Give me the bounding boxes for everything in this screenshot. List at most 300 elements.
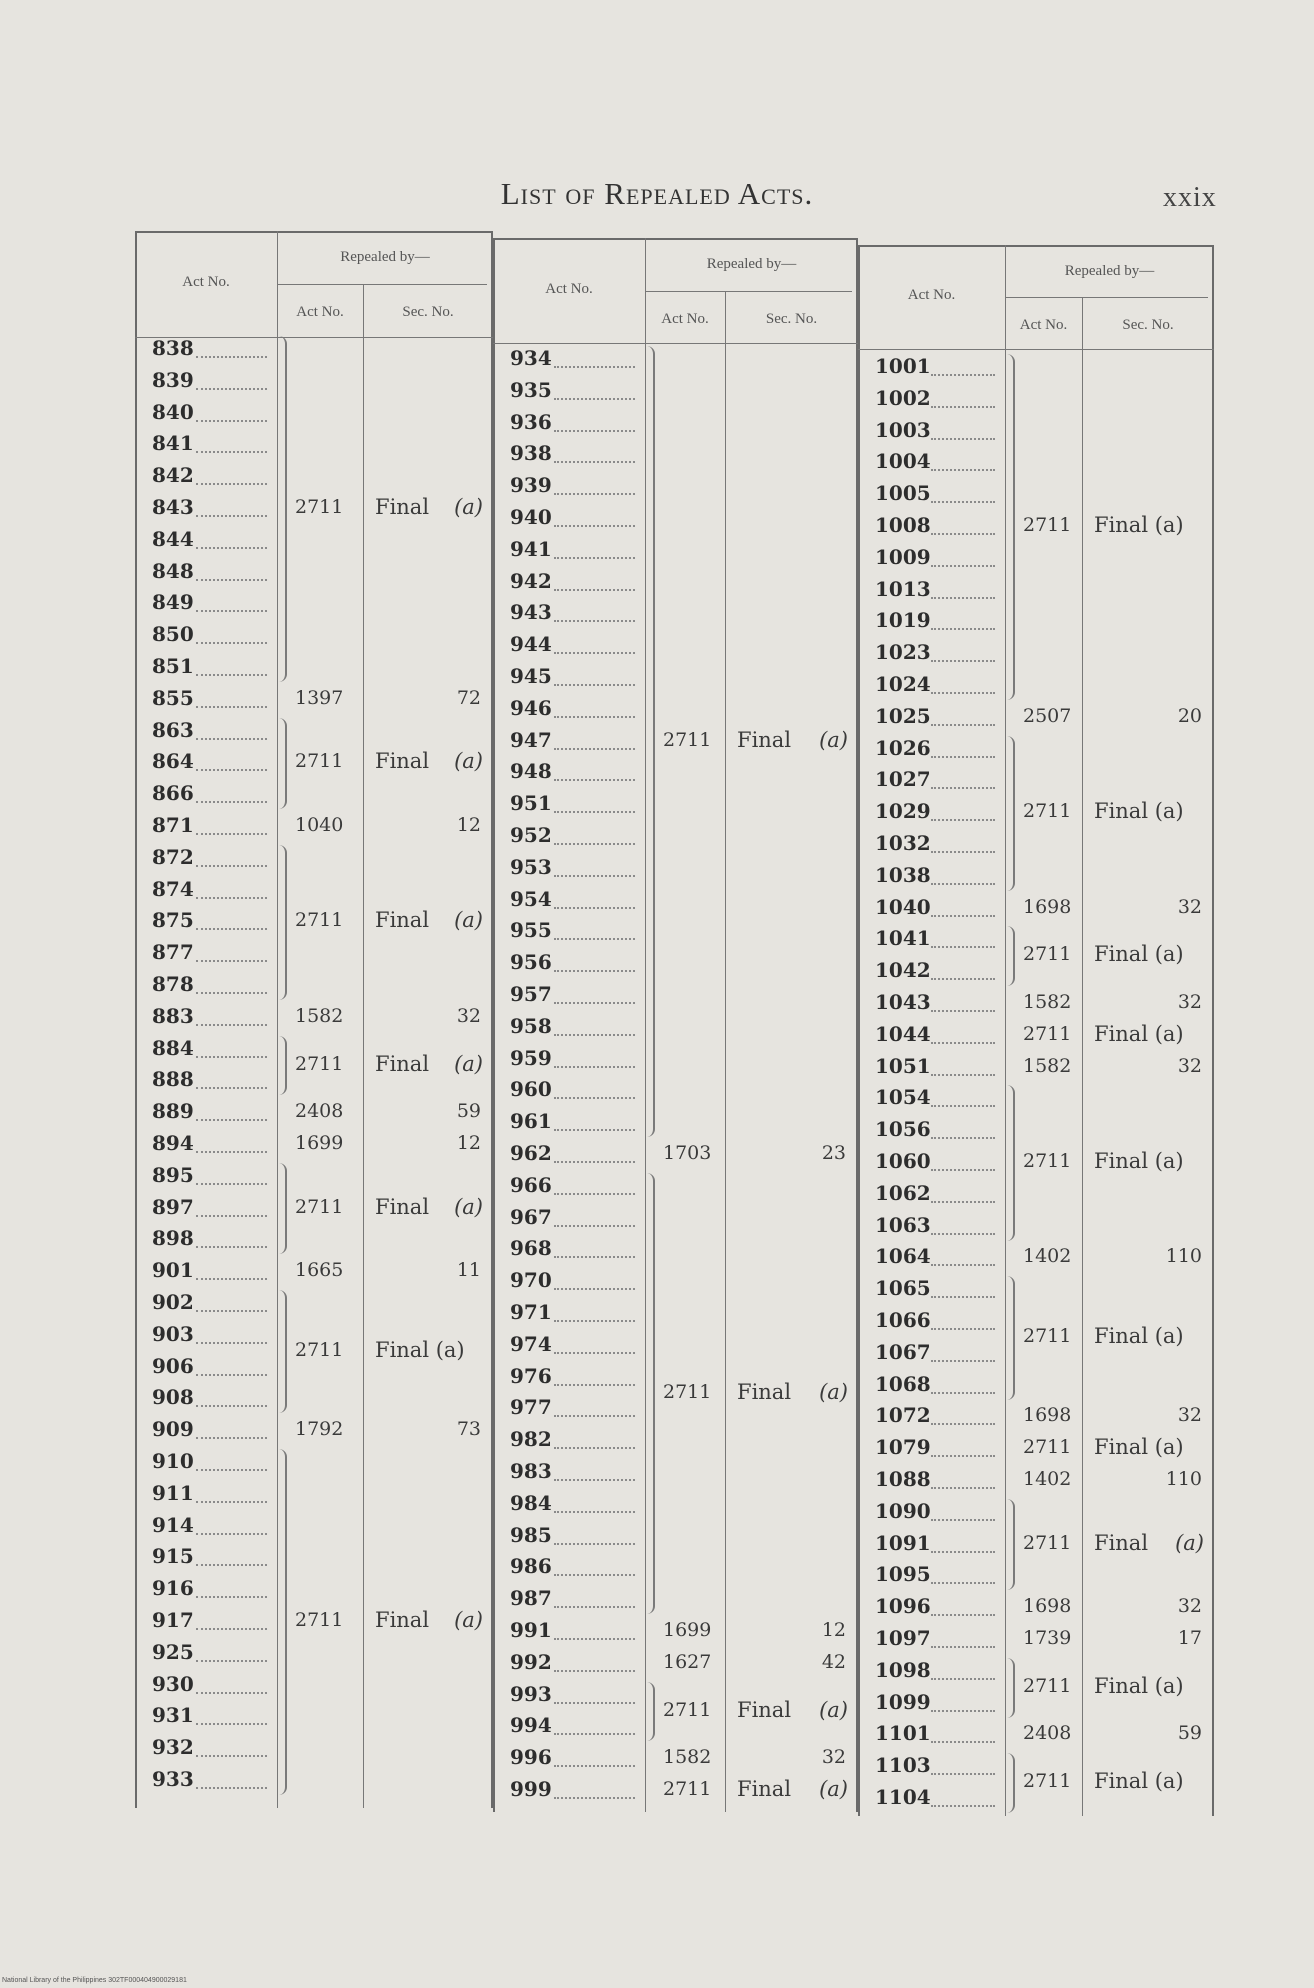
leader-dots: [196, 706, 267, 708]
repealing-act-number: 1665: [295, 1259, 344, 1282]
leader-dots: [196, 1310, 267, 1312]
leader-dots: [931, 501, 995, 503]
leader-dots: [554, 1797, 635, 1799]
act-number: 915: [152, 1544, 194, 1569]
act-number: 1097: [875, 1626, 931, 1650]
grouping-brace: [279, 336, 287, 682]
repealing-act-number: 1040: [295, 814, 344, 836]
leader-dots: [196, 1692, 267, 1694]
leader-dots: [196, 1437, 267, 1439]
section-final: Final (a): [1094, 1021, 1184, 1046]
leader-dots: [554, 366, 635, 368]
section-note: (a): [819, 1777, 848, 1801]
act-number: 1062: [875, 1180, 931, 1205]
repealing-act-number: 1739: [1023, 1627, 1072, 1649]
act-number: 871: [152, 813, 194, 837]
repealing-act-number: 2711: [295, 1195, 344, 1218]
act-number: 840: [152, 399, 194, 424]
act-number: 952: [510, 823, 552, 847]
grouping-brace: [279, 718, 287, 810]
leader-dots: [554, 1002, 635, 1004]
act-number: 960: [510, 1077, 552, 1102]
leader-dots: [554, 1733, 635, 1735]
act-number: 1029: [875, 799, 931, 824]
section-number: 32: [1177, 1595, 1202, 1618]
act-number: 914: [152, 1512, 194, 1537]
section-number: 32: [456, 1004, 481, 1027]
act-number: 1008: [875, 513, 931, 537]
act-number: 955: [510, 918, 552, 943]
act-number: 916: [152, 1576, 194, 1601]
section-final: Final (a): [1094, 513, 1184, 537]
leader-dots: [554, 907, 635, 909]
section-note: (a): [454, 908, 483, 933]
header-bottom-rule: [858, 349, 1214, 350]
section-final: Final: [375, 908, 430, 933]
leader-dots: [931, 1074, 995, 1076]
leader-dots: [554, 430, 635, 432]
leader-dots: [196, 1024, 267, 1026]
act-number: 872: [152, 844, 194, 869]
leader-dots: [196, 1564, 267, 1566]
leader-dots: [554, 652, 635, 654]
leader-dots: [196, 1787, 267, 1789]
act-number: 1004: [875, 449, 931, 474]
table-column-block: [858, 245, 1214, 1816]
grouping-brace: [1007, 736, 1015, 891]
column-rule: [363, 284, 364, 1808]
leader-dots: [196, 1278, 267, 1280]
act-number: 1090: [875, 1498, 931, 1523]
act-number: 943: [510, 600, 552, 625]
leader-dots: [196, 1183, 267, 1185]
leader-dots: [196, 420, 267, 422]
leader-dots: [931, 1010, 995, 1012]
act-number: 953: [510, 854, 552, 879]
section-number: 11: [456, 1259, 481, 1282]
act-number: 883: [152, 1003, 194, 1028]
act-number: 933: [152, 1767, 194, 1791]
act-number: 944: [510, 632, 552, 657]
act-number: 938: [510, 441, 552, 466]
column-rule: [725, 291, 726, 1813]
leader-dots: [931, 1042, 995, 1044]
grouping-brace: [647, 1682, 655, 1742]
leader-dots: [554, 1415, 635, 1417]
section-final: Final (a): [375, 1337, 465, 1362]
section-final: Final (a): [1094, 799, 1184, 824]
leader-dots: [931, 1678, 995, 1680]
act-number: 939: [510, 473, 552, 498]
leader-dots: [554, 1543, 635, 1545]
act-number: 884: [152, 1035, 194, 1060]
leader-dots: [196, 1405, 267, 1407]
act-number: 863: [152, 717, 194, 742]
leader-dots: [554, 493, 635, 495]
leader-dots: [196, 1087, 267, 1089]
repealing-act-number: 2711: [663, 1778, 712, 1800]
section-final: Final: [737, 1379, 792, 1404]
header-act-no: Act No.: [907, 287, 956, 303]
act-number: 894: [152, 1131, 194, 1155]
act-number: 996: [510, 1745, 552, 1770]
leader-dots: [196, 451, 267, 453]
repealing-act-number: 1582: [295, 1004, 344, 1027]
act-number: 841: [152, 431, 194, 456]
act-number: 957: [510, 982, 552, 1006]
leader-dots: [196, 1469, 267, 1471]
column-rule: [1005, 245, 1006, 1816]
repealing-act-number: 1698: [1023, 1595, 1072, 1618]
leader-dots: [554, 620, 635, 622]
section-note: (a): [454, 749, 483, 774]
repealing-act-number: 2711: [663, 1698, 712, 1721]
header-divider: [1005, 297, 1208, 298]
act-number: 1023: [875, 640, 931, 665]
act-number: 941: [510, 536, 552, 561]
grouping-brace: [1007, 354, 1015, 700]
leader-dots: [196, 674, 267, 676]
leader-dots: [196, 1660, 267, 1662]
leader-dots: [196, 897, 267, 899]
act-number: 864: [152, 749, 194, 774]
leader-dots: [931, 1455, 995, 1457]
repealing-act-number: 1627: [663, 1650, 712, 1673]
section-number: 12: [821, 1619, 846, 1641]
leader-dots: [196, 801, 267, 803]
leader-dots: [931, 692, 995, 694]
leader-dots: [196, 1628, 267, 1630]
repealing-act-number: 2711: [295, 1338, 344, 1361]
act-number: 1066: [875, 1308, 931, 1332]
act-number: 1096: [875, 1594, 931, 1619]
leader-dots: [931, 660, 995, 662]
act-number: 1025: [875, 703, 931, 728]
repealing-act-number: 2711: [1023, 1150, 1072, 1172]
leader-dots: [554, 1447, 635, 1449]
act-number: 1019: [875, 608, 931, 633]
leader-dots: [554, 779, 635, 781]
grouping-brace: [1007, 1276, 1015, 1399]
section-final: Final: [737, 1777, 792, 1801]
act-number: 1064: [875, 1244, 931, 1269]
leader-dots: [931, 756, 995, 758]
grouping-brace: [1007, 1499, 1015, 1591]
act-number: 999: [510, 1777, 552, 1801]
act-number: 908: [152, 1385, 194, 1410]
section-number: 17: [1177, 1627, 1202, 1649]
leader-dots: [196, 642, 267, 644]
library-footer: National Library of the Philippines 302TF000404900029181: [2, 1977, 187, 1984]
leader-dots: [554, 1225, 635, 1227]
act-number: 974: [510, 1331, 552, 1356]
act-number: 986: [510, 1554, 552, 1579]
leader-dots: [931, 915, 995, 917]
leader-dots: [931, 978, 995, 980]
act-number: 1032: [875, 831, 931, 855]
leader-dots: [554, 875, 635, 877]
leader-dots: [931, 1551, 995, 1553]
leader-dots: [931, 469, 995, 471]
leader-dots: [196, 1501, 267, 1503]
section-final: Final (a): [1094, 1769, 1184, 1794]
act-number: 906: [152, 1353, 194, 1378]
header-act-no: Act No.: [182, 274, 230, 290]
leader-dots: [931, 1296, 995, 1298]
act-number: 985: [510, 1522, 552, 1547]
header-divider: [645, 291, 852, 292]
leader-dots: [931, 787, 995, 789]
repealing-act-number: 2711: [663, 728, 712, 751]
act-number: 976: [510, 1363, 552, 1388]
header-repealed-by: Repealed by—: [706, 256, 797, 272]
header-sec-no: Sec. No.: [765, 310, 818, 327]
section-final: Final: [375, 749, 430, 774]
leader-dots: [554, 811, 635, 813]
section-final: Final (a): [1094, 1149, 1184, 1173]
repealing-act-number: 2711: [1023, 1531, 1072, 1554]
act-number: 897: [152, 1194, 194, 1219]
leader-dots: [196, 1533, 267, 1535]
leader-dots: [554, 1638, 635, 1640]
section-number: 12: [456, 814, 481, 836]
act-number: 911: [152, 1480, 194, 1505]
act-number: 977: [510, 1395, 552, 1420]
leader-dots: [196, 1246, 267, 1248]
act-number: 992: [510, 1649, 552, 1674]
repealing-act-number: 1582: [663, 1746, 712, 1769]
section-number: 32: [1177, 1054, 1202, 1077]
leader-dots: [554, 1066, 635, 1068]
section-final: Final (a): [1094, 1323, 1184, 1348]
section-final: Final (a): [1094, 1673, 1184, 1698]
leader-dots: [196, 738, 267, 740]
section-number: 32: [1177, 895, 1202, 918]
leader-dots: [931, 1105, 995, 1107]
grouping-brace: [279, 845, 287, 1000]
act-number: 1095: [875, 1562, 931, 1587]
grouping-brace: [279, 1449, 287, 1795]
leader-dots: [554, 1606, 635, 1608]
leader-dots: [931, 1169, 995, 1171]
leader-dots: [554, 1320, 635, 1322]
leader-dots: [554, 748, 635, 750]
grouping-brace: [1007, 926, 1015, 986]
act-number: 935: [510, 377, 552, 402]
act-number: 910: [152, 1449, 194, 1473]
act-number: 1024: [875, 672, 931, 696]
act-number: 874: [152, 876, 194, 901]
section-number: 110: [1165, 1468, 1202, 1490]
section-number: 32: [821, 1746, 846, 1769]
leader-dots: [196, 1374, 267, 1376]
repealing-act-number: 2711: [1023, 800, 1072, 823]
leader-dots: [931, 1423, 995, 1425]
leader-dots: [554, 684, 635, 686]
act-number: 1041: [875, 926, 931, 951]
column-rule: [277, 231, 278, 1808]
act-number: 1027: [875, 767, 931, 792]
section-number: 73: [456, 1418, 481, 1441]
repealing-act-number: 2711: [1023, 1022, 1072, 1045]
leader-dots: [554, 1479, 635, 1481]
leader-dots: [931, 438, 995, 440]
repealing-act-number: 2711: [295, 909, 344, 932]
act-number: 889: [152, 1099, 194, 1124]
repealing-act-number: 2711: [663, 1380, 712, 1403]
leader-dots: [196, 865, 267, 867]
act-number: 1101: [875, 1721, 931, 1746]
header-divider: [277, 284, 487, 285]
leader-dots: [196, 1151, 267, 1153]
section-note: (a): [819, 1379, 848, 1404]
column-rule: [645, 238, 646, 1812]
leader-dots: [931, 1582, 995, 1584]
act-number: 1088: [875, 1467, 931, 1491]
act-number: 1104: [875, 1785, 931, 1809]
repealing-act-number: 1402: [1023, 1468, 1072, 1490]
act-number: 842: [152, 463, 194, 488]
act-number: 1002: [875, 385, 931, 410]
grouping-brace: [279, 1290, 287, 1413]
leader-dots: [554, 1129, 635, 1131]
act-number: 936: [510, 409, 552, 434]
section-note: (a): [454, 495, 483, 519]
column-rule: [1082, 297, 1083, 1816]
act-number: 901: [152, 1258, 194, 1283]
leader-dots: [554, 1161, 635, 1163]
act-number: 1054: [875, 1085, 931, 1110]
act-number: 898: [152, 1226, 194, 1251]
act-number: 951: [510, 791, 552, 816]
leader-dots: [196, 1723, 267, 1725]
act-number: 838: [152, 336, 194, 360]
leader-dots: [931, 406, 995, 408]
act-number: 855: [152, 685, 194, 710]
repealing-act-number: 1402: [1023, 1245, 1072, 1268]
section-number: 32: [1177, 991, 1202, 1013]
section-note: (a): [819, 727, 848, 752]
repealing-act-number: 1698: [1023, 895, 1072, 918]
act-number: 1003: [875, 417, 931, 442]
act-number: 931: [152, 1703, 194, 1728]
leader-dots: [931, 819, 995, 821]
grouping-brace: [279, 1163, 287, 1255]
repealing-act-number: 1698: [1023, 1404, 1072, 1427]
leader-dots: [196, 579, 267, 581]
act-number: 1013: [875, 576, 931, 601]
leader-dots: [196, 1342, 267, 1344]
page-title: List of Repealed Acts.: [500, 176, 814, 211]
act-number: 970: [510, 1268, 552, 1293]
act-number: 844: [152, 526, 194, 551]
leader-dots: [931, 1392, 995, 1394]
section-final: Final: [375, 1608, 430, 1632]
act-number: 1091: [875, 1530, 931, 1555]
act-number: 971: [510, 1300, 552, 1324]
leader-dots: [931, 565, 995, 567]
leader-dots: [196, 992, 267, 994]
act-number: 866: [152, 781, 194, 806]
act-number: 982: [510, 1427, 552, 1452]
leader-dots: [196, 610, 267, 612]
leader-dots: [931, 374, 995, 376]
leader-dots: [196, 960, 267, 962]
section-final: Final: [1094, 1530, 1149, 1555]
header-sub-act-no: Act No.: [661, 310, 709, 327]
leader-dots: [554, 1574, 635, 1576]
leader-dots: [196, 1056, 267, 1058]
header-bottom-rule: [493, 343, 858, 344]
section-final: Final: [375, 1051, 430, 1076]
repealing-act-number: 2711: [295, 1609, 344, 1631]
header-sec-no: Sec. No.: [402, 304, 454, 320]
section-note: (a): [1175, 1530, 1204, 1555]
section-number: 72: [456, 686, 481, 709]
section-final: Final: [737, 1697, 792, 1722]
table-column-block: [135, 231, 493, 1808]
leader-dots: [554, 525, 635, 527]
section-note: (a): [454, 1051, 483, 1076]
repealing-act-number: 2711: [1023, 1674, 1072, 1697]
leader-dots: [196, 1215, 267, 1217]
header-sub-act-no: Act No.: [1019, 317, 1068, 333]
repealing-act-number: 2507: [1023, 704, 1072, 727]
header-sub-act-no: Act No.: [296, 304, 344, 320]
leader-dots: [931, 946, 995, 948]
act-number: 909: [152, 1417, 194, 1442]
act-number: 1063: [875, 1212, 931, 1237]
act-number: 961: [510, 1109, 552, 1134]
leader-dots: [196, 356, 267, 358]
act-number: 930: [152, 1671, 194, 1696]
section-number: 23: [821, 1142, 846, 1164]
leader-dots: [554, 1511, 635, 1513]
repealing-act-number: 2408: [1023, 1722, 1072, 1745]
repealing-act-number: 1582: [1023, 991, 1072, 1013]
act-number: 1026: [875, 735, 931, 760]
act-number: 940: [510, 505, 552, 529]
leader-dots: [196, 1119, 267, 1121]
leader-dots: [554, 1352, 635, 1354]
leader-dots: [554, 1097, 635, 1099]
leader-dots: [554, 589, 635, 591]
header-repealed-by: Repealed by—: [340, 249, 430, 265]
section-final: Final (a): [1094, 1435, 1184, 1460]
section-number: 32: [1177, 1404, 1202, 1427]
act-number: 956: [510, 950, 552, 975]
repealing-act-number: 1582: [1023, 1054, 1072, 1077]
act-number: 1067: [875, 1339, 931, 1364]
section-number: 59: [1177, 1722, 1202, 1745]
leader-dots: [931, 1233, 995, 1235]
act-number: 945: [510, 664, 552, 688]
section-note: (a): [454, 1608, 483, 1632]
act-number: 932: [152, 1735, 194, 1760]
act-number: 1009: [875, 544, 931, 569]
act-number: 1068: [875, 1371, 931, 1396]
section-number: 20: [1177, 704, 1202, 727]
header-repealed-by: Repealed by—: [1064, 263, 1155, 279]
grouping-brace: [647, 346, 655, 1137]
section-final: Final: [375, 495, 430, 519]
leader-dots: [196, 515, 267, 517]
leader-dots: [931, 1360, 995, 1362]
act-number: 942: [510, 568, 552, 593]
act-number: 1044: [875, 1021, 931, 1046]
leader-dots: [931, 851, 995, 853]
leader-dots: [554, 1384, 635, 1386]
